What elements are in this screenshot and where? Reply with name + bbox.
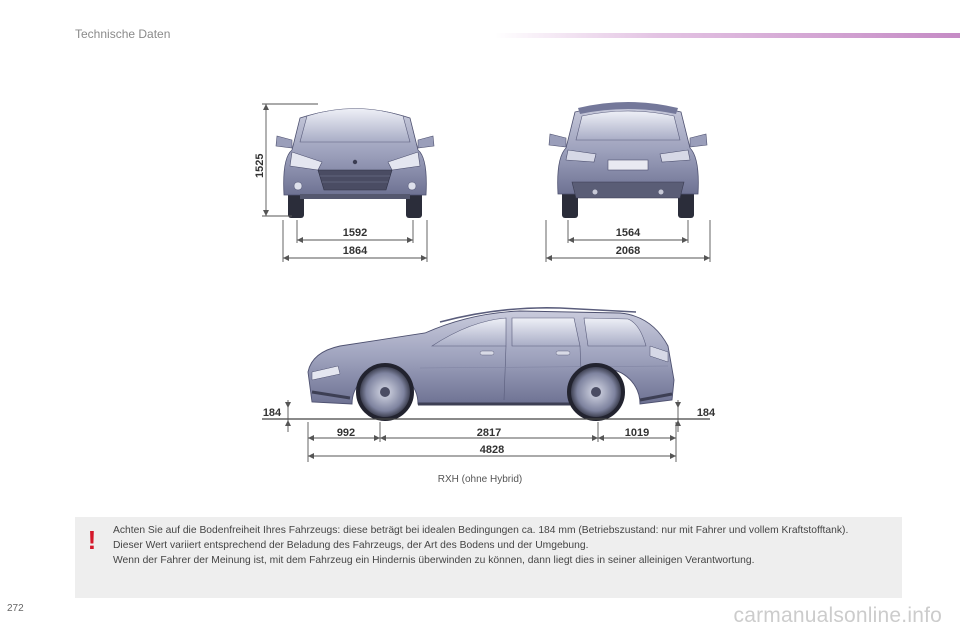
- side-view-car: [308, 308, 674, 419]
- front-view-car: [276, 109, 434, 219]
- overall-length-label: 4828: [479, 444, 505, 456]
- watermark-text: carmanualsonline.info: [733, 604, 942, 627]
- notice-text: [113, 523, 893, 568]
- section-title: Technische Daten: [75, 27, 171, 41]
- notice-paragraph: Dieser Wert variiert entsprechend der Beladung des Fahrzeugs, der Art des Bodens und der Umgebung.: [113, 540, 589, 551]
- wheelbase-label: 2817: [476, 427, 502, 439]
- notice-paragraph: Wenn der Fahrer der Meinung ist, mit dem Fahrzeug ein Hindernis überwinden zu können, dann liegt dies in seiner alleinigen Verantwortung.: [113, 555, 755, 566]
- front-width-label: 1864: [342, 245, 368, 257]
- rear-clearance-label: 184: [696, 407, 716, 419]
- notice-paragraph: Achten Sie auf die Bodenfreiheit Ihres Fahrzeugs: diese beträgt bei idealen Bedingungen ca. 184 mm (Betriebszustand: nur mit Fahrer und vollem Kraftstofftank).: [113, 525, 849, 536]
- rear-width-label: 2068: [615, 245, 641, 257]
- exclamation-icon: !: [87, 525, 97, 555]
- front-overhang-label: 992: [336, 427, 356, 439]
- front-track-label: 1592: [342, 227, 368, 239]
- page-number: 272: [7, 603, 24, 614]
- front-height-label: 1525: [254, 153, 266, 178]
- rear-view-car: [549, 102, 707, 218]
- front-clearance-label: 184: [262, 407, 282, 419]
- rear-track-label: 1564: [615, 227, 641, 239]
- rear-overhang-label: 1019: [624, 427, 650, 439]
- warning-notice: [75, 517, 902, 598]
- diagram-caption: RXH (ohne Hybrid): [437, 474, 523, 485]
